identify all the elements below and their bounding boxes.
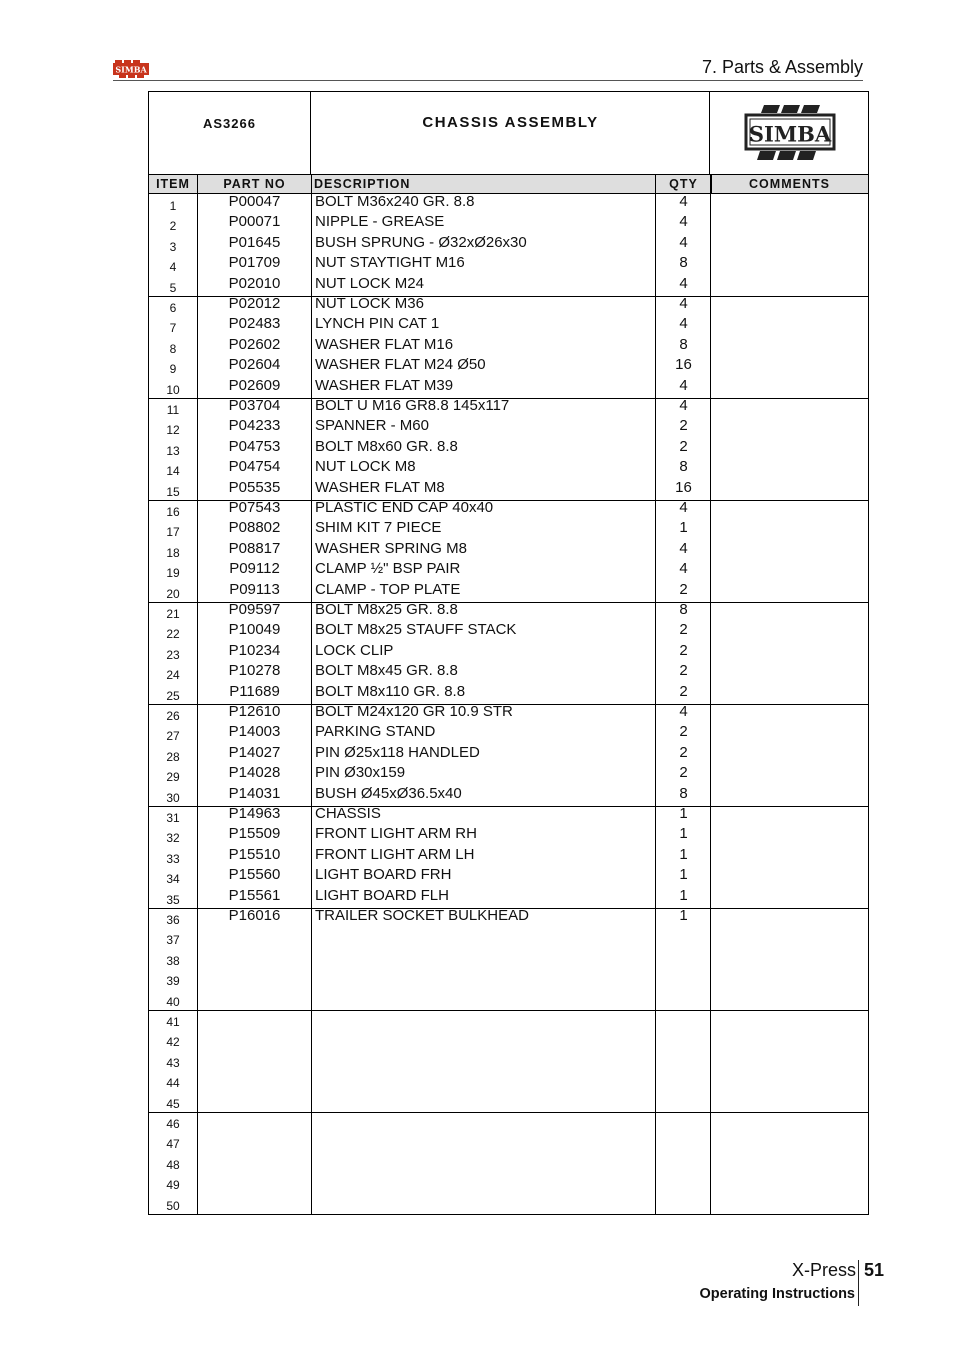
row-quantity: 8 (679, 601, 688, 618)
row-quantity: 1 (679, 825, 688, 843)
row-description: BOLT M8x25 STAUFF STACK (315, 621, 517, 639)
row-item-number: 21 (166, 607, 180, 621)
row-description: BOLT M8x25 GR. 8.8 (315, 601, 458, 618)
row-item-number: 11 (166, 403, 180, 417)
table-row (149, 398, 868, 418)
simba-small-logo (113, 60, 149, 78)
row-item-number: 20 (166, 586, 180, 601)
row-quantity: 4 (679, 315, 688, 333)
row-description: FRONT LIGHT ARM RH (315, 825, 477, 843)
row-part-number: P02483 (228, 315, 281, 333)
row-description: LIGHT BOARD FLH (315, 886, 449, 904)
row-quantity: 4 (679, 539, 688, 557)
row-part-number: P01645 (228, 233, 281, 251)
table-row (149, 1092, 868, 1113)
row-part-number: P12610 (228, 703, 281, 720)
row-description: NUT LOCK M36 (315, 295, 424, 312)
table-row (149, 1153, 868, 1173)
row-part-number: P02602 (228, 335, 281, 353)
row-part-number: P03704 (228, 397, 281, 414)
table-row (149, 439, 868, 459)
row-quantity: 4 (679, 397, 688, 414)
table-row (149, 296, 868, 316)
table-row (149, 541, 868, 561)
row-quantity: 2 (679, 743, 688, 761)
row-quantity: 2 (679, 621, 688, 639)
row-description: BOLT M24x120 GR 10.9 STR (315, 703, 513, 720)
row-item-number: 22 (166, 627, 180, 642)
header-rule (113, 80, 863, 81)
row-part-number: P10278 (228, 662, 281, 680)
table-row (149, 867, 868, 887)
row-description: LOCK CLIP (315, 641, 394, 659)
row-part-number: P09597 (228, 601, 281, 618)
table-row (149, 500, 868, 520)
row-item-number: 17 (166, 525, 180, 540)
row-item-number: 32 (166, 831, 180, 846)
row-part-number: P08817 (228, 539, 281, 557)
row-item-number: 28 (166, 749, 180, 764)
row-quantity: 4 (679, 703, 688, 720)
table-row (149, 1194, 868, 1214)
row-quantity: 1 (679, 845, 688, 863)
row-quantity: 4 (679, 233, 688, 251)
table-row (149, 1010, 868, 1030)
row-description: CLAMP ½" BSP PAIR (315, 560, 461, 578)
row-item-number: 38 (166, 953, 180, 968)
row-quantity: 4 (679, 560, 688, 578)
row-description: WASHER FLAT M39 (315, 376, 454, 394)
row-quantity: 16 (675, 356, 692, 374)
row-quantity: 8 (679, 458, 688, 476)
row-item-number: 41 (166, 1015, 180, 1029)
col-description: DESCRIPTION (314, 177, 411, 191)
row-quantity: 2 (679, 723, 688, 741)
logo-text: SIMBA (748, 121, 831, 147)
table-row (149, 1071, 868, 1091)
table-row (149, 990, 868, 1011)
row-description: LIGHT BOARD FRH (315, 866, 452, 884)
row-item-number: 46 (166, 1117, 180, 1131)
row-part-number: P00047 (228, 193, 281, 210)
row-description: NUT LOCK M8 (315, 458, 416, 476)
small-logo-text: SIMBA (115, 64, 147, 75)
row-part-number: P11689 (229, 682, 280, 700)
row-item-number: 14 (166, 464, 180, 479)
row-quantity: 2 (679, 417, 688, 435)
row-description: BOLT M8x110 GR. 8.8 (315, 682, 466, 700)
table-row (149, 418, 868, 438)
row-item-number: 25 (166, 688, 180, 703)
row-item-number: 33 (166, 851, 180, 866)
assembly-number: AS3266 (149, 92, 311, 174)
row-part-number: P10049 (228, 621, 281, 639)
document-subtitle: Operating Instructions (699, 1286, 855, 1302)
row-quantity: 4 (679, 193, 688, 210)
row-part-number: P14963 (228, 805, 281, 822)
row-description: PLASTIC END CAP 40x40 (315, 499, 494, 516)
row-quantity: 4 (679, 213, 688, 231)
row-part-number: P02604 (228, 356, 281, 374)
row-item-number: 12 (166, 423, 180, 438)
row-part-number: P00071 (228, 213, 281, 231)
row-item-number: 23 (166, 647, 180, 662)
row-description: WASHER SPRING M8 (315, 539, 467, 557)
table-row (149, 806, 868, 826)
row-part-number: P08802 (228, 519, 281, 537)
row-item-number: 50 (166, 1198, 180, 1213)
row-part-number: P15560 (228, 866, 281, 884)
row-description: BOLT M36x240 GR. 8.8 (315, 193, 475, 210)
row-quantity: 4 (679, 376, 688, 394)
row-part-number: P09112 (229, 560, 280, 578)
table-row (149, 602, 868, 622)
row-description: CLAMP - TOP PLATE (315, 580, 461, 598)
table-row (149, 826, 868, 846)
col-part-no: PART NO (198, 175, 312, 193)
table-row (149, 643, 868, 663)
row-quantity: 2 (679, 682, 688, 700)
table-row (149, 663, 868, 683)
row-description: TRAILER SOCKET BULKHEAD (315, 907, 529, 924)
row-item-number: 19 (166, 566, 180, 581)
row-quantity: 4 (679, 274, 688, 292)
table-row (149, 357, 868, 377)
row-part-number: P14027 (228, 743, 281, 761)
table-row (149, 214, 868, 234)
row-description: BUSH SPRUNG - Ø32xØ26x30 (315, 233, 527, 251)
row-part-number: P04233 (228, 417, 281, 435)
page-number: 51 (864, 1260, 885, 1280)
col-comments: COMMENTS (749, 177, 830, 191)
table-row (149, 724, 868, 744)
table-row (149, 337, 868, 357)
row-item-number: 42 (166, 1035, 180, 1050)
table-row (149, 1030, 868, 1050)
row-part-number: P02012 (228, 295, 281, 312)
row-quantity: 8 (679, 254, 688, 272)
logo-cell (711, 92, 868, 174)
row-part-number: P10234 (228, 641, 281, 659)
table-row (149, 847, 868, 867)
table-row (149, 704, 868, 724)
row-part-number: P01709 (228, 254, 281, 272)
row-part-number: P04753 (228, 437, 281, 455)
simba-logo (742, 103, 838, 163)
row-quantity: 8 (679, 335, 688, 353)
row-description: PARKING STAND (315, 723, 436, 741)
row-item-number: 26 (166, 709, 180, 723)
row-item-number: 2 (169, 219, 177, 234)
table-row (149, 908, 868, 928)
row-part-number: P09113 (229, 580, 280, 598)
row-description: WASHER FLAT M24 Ø50 (315, 356, 486, 374)
table-row (149, 1173, 868, 1193)
row-quantity: 2 (679, 662, 688, 680)
row-item-number: 31 (166, 811, 180, 825)
row-item-number: 27 (166, 729, 180, 744)
table-row (149, 520, 868, 540)
table-row (149, 969, 868, 989)
row-quantity: 4 (679, 295, 688, 312)
row-item-number: 7 (169, 321, 177, 336)
row-item-number: 40 (166, 994, 180, 1009)
row-item-number: 13 (166, 443, 180, 458)
row-item-number: 47 (166, 1137, 180, 1152)
row-description: NUT LOCK M24 (315, 274, 424, 292)
row-part-number: P07543 (228, 499, 281, 516)
row-quantity: 1 (679, 519, 688, 537)
row-item-number: 10 (166, 382, 180, 397)
table-row (149, 194, 868, 214)
title-row (149, 92, 868, 175)
row-quantity: 4 (679, 499, 688, 516)
row-part-number: P15509 (228, 825, 281, 843)
table-row (149, 1132, 868, 1152)
row-item-number: 16 (166, 505, 180, 519)
table-row (149, 235, 868, 255)
row-part-number: P04754 (228, 458, 281, 476)
row-item-number: 48 (166, 1157, 180, 1172)
row-quantity: 1 (679, 805, 688, 822)
row-item-number: 18 (166, 545, 180, 560)
table-row (149, 622, 868, 642)
row-description: SHIM KIT 7 PIECE (315, 519, 442, 537)
row-part-number: P02609 (228, 376, 281, 394)
row-item-number: 15 (166, 484, 180, 499)
row-item-number: 37 (166, 933, 180, 948)
table-row (149, 1051, 868, 1071)
row-quantity: 1 (679, 907, 688, 924)
section-title: 7. Parts & Assembly (701, 57, 863, 77)
row-part-number: P02010 (228, 274, 281, 292)
table-row (149, 765, 868, 785)
row-description: SPANNER - M60 (315, 417, 429, 435)
row-part-number: P15510 (228, 845, 281, 863)
table-row (149, 561, 868, 581)
row-item-number: 6 (169, 301, 177, 315)
row-item-number: 43 (166, 1055, 180, 1070)
assembly-title: CHASSIS ASSEMBLY (312, 92, 710, 174)
row-quantity: 2 (679, 580, 688, 598)
row-item-number: 1 (169, 199, 177, 213)
row-description: BOLT M8x60 GR. 8.8 (315, 437, 458, 455)
row-part-number: P14003 (228, 723, 281, 741)
row-description: CHASSIS (315, 805, 381, 822)
col-item: ITEM (149, 175, 198, 193)
row-description: LYNCH PIN CAT 1 (315, 315, 440, 333)
row-quantity: 16 (675, 478, 692, 496)
row-quantity: 2 (679, 641, 688, 659)
table-row (149, 459, 868, 479)
row-item-number: 30 (166, 790, 180, 805)
table-row (149, 928, 868, 948)
row-part-number: P16016 (228, 907, 281, 924)
row-quantity: 1 (679, 886, 688, 904)
row-description: WASHER FLAT M8 (315, 478, 445, 496)
table-row (149, 1112, 868, 1132)
row-description: BOLT M8x45 GR. 8.8 (315, 662, 458, 680)
row-quantity: 2 (679, 764, 688, 782)
row-description: BUSH Ø45xØ36.5x40 (315, 784, 462, 802)
row-item-number: 4 (169, 260, 177, 275)
parts-sheet (148, 91, 869, 1215)
table-row (149, 316, 868, 336)
row-description: NUT STAYTIGHT M16 (315, 254, 465, 272)
row-description: NIPPLE - GREASE (315, 213, 445, 231)
table-row (149, 949, 868, 969)
footer-divider (858, 1260, 859, 1306)
row-item-number: 29 (166, 770, 180, 785)
row-description: FRONT LIGHT ARM LH (315, 845, 475, 863)
row-part-number: P05535 (228, 478, 281, 496)
row-item-number: 39 (166, 974, 180, 989)
row-item-number: 44 (166, 1076, 180, 1091)
product-name: X-Press (791, 1260, 856, 1280)
row-item-number: 35 (166, 892, 180, 907)
row-item-number: 3 (169, 239, 177, 254)
col-qty: QTY (655, 175, 712, 193)
row-description: PIN Ø30x159 (315, 764, 406, 782)
table-row (149, 745, 868, 765)
row-item-number: 9 (169, 362, 177, 377)
row-description: WASHER FLAT M16 (315, 335, 454, 353)
row-quantity: 1 (679, 866, 688, 884)
row-description: BOLT U M16 GR8.8 145x117 (315, 397, 510, 414)
row-part-number: P14031 (228, 784, 281, 802)
row-part-number: P14028 (228, 764, 281, 782)
row-item-number: 45 (166, 1096, 180, 1111)
row-item-number: 24 (166, 668, 180, 683)
row-item-number: 5 (169, 280, 177, 295)
row-quantity: 8 (679, 784, 688, 802)
row-item-number: 34 (166, 872, 180, 887)
row-item-number: 8 (169, 341, 177, 356)
row-item-number: 49 (166, 1178, 180, 1193)
row-quantity: 2 (679, 437, 688, 455)
row-item-number: 36 (166, 913, 180, 927)
row-part-number: P15561 (228, 886, 281, 904)
table-row (149, 255, 868, 275)
row-description: PIN Ø25x118 HANDLED (315, 743, 480, 761)
